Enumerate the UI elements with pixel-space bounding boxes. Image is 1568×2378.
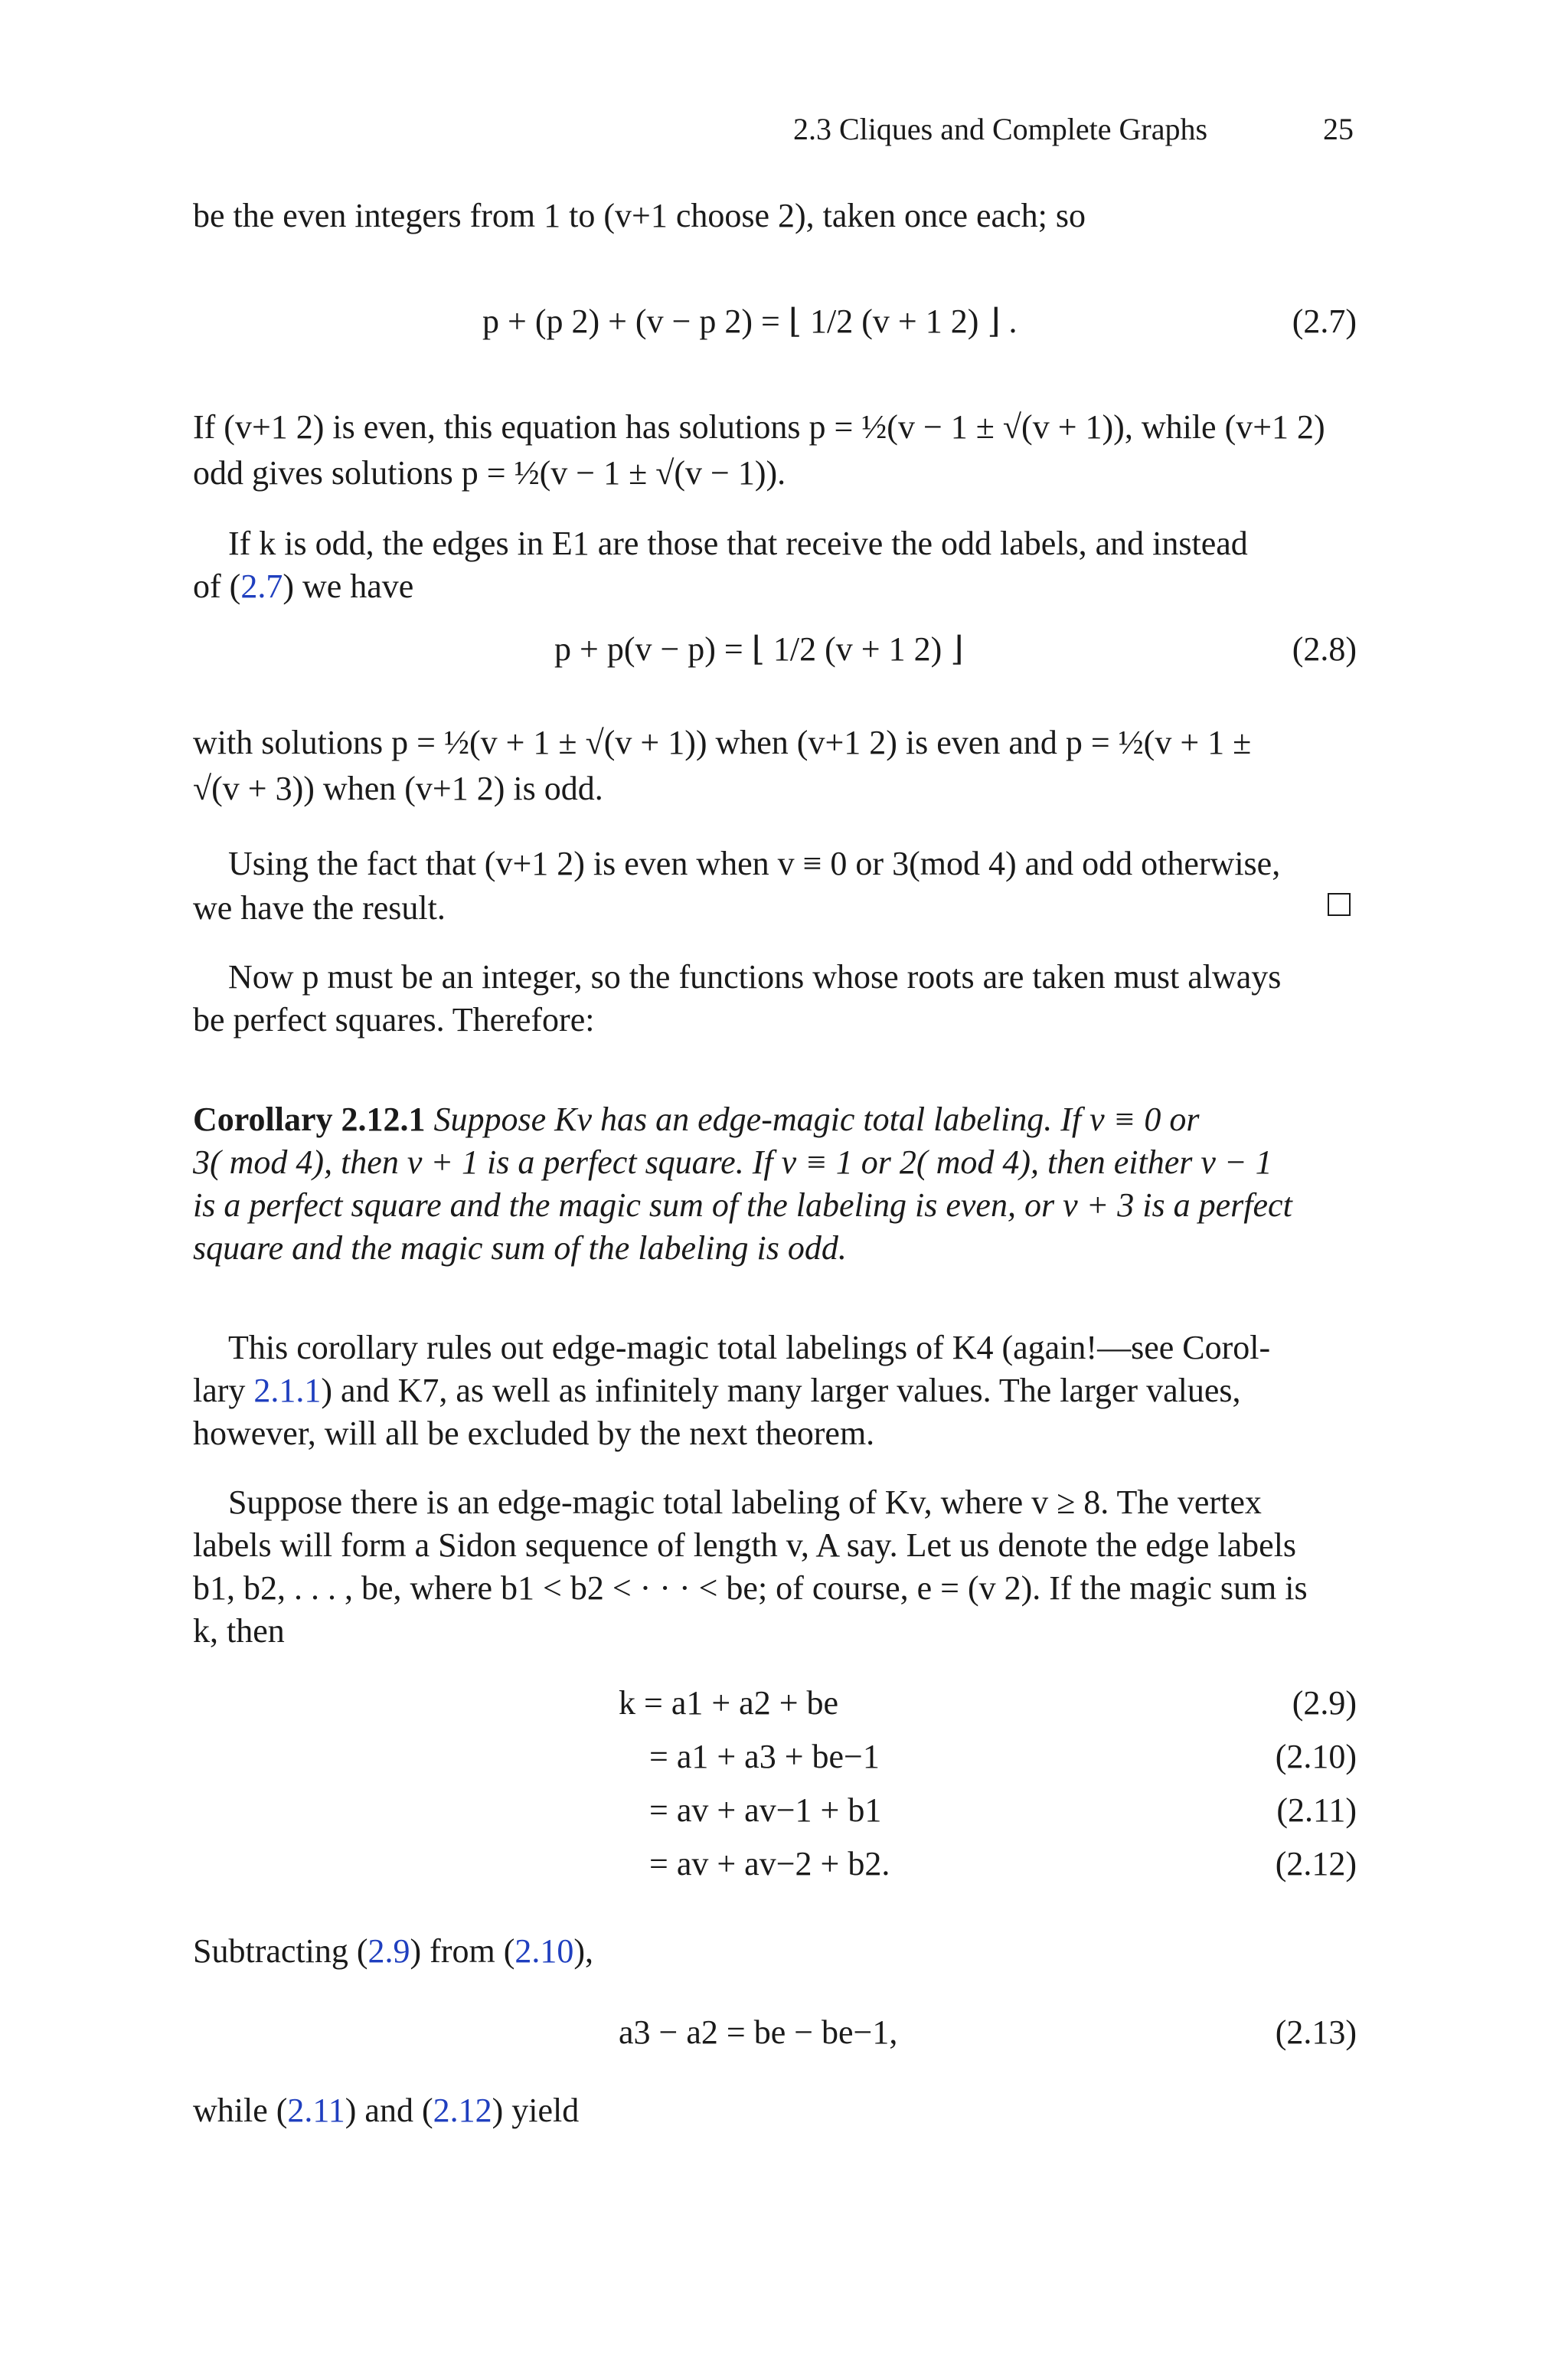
paragraph-using-fact-line1: Using the fact that (v+1 2) is even when v ≡ 0 or 3(mod 4) and odd otherwise, [228, 845, 1281, 882]
text-from: ) from ( [410, 1932, 515, 1970]
text-while: while ( [193, 2092, 288, 2129]
equation-2-12-tag: (2.12) [1275, 1845, 1357, 1882]
paragraph-suppose-line2: labels will form a Sidon sequence of length v, A say. Let us denote the edge labels [193, 1526, 1297, 1564]
equation-2-13-tag: (2.13) [1275, 2013, 1357, 2051]
corollary-text-1: Suppose Kv has an edge-magic total labeling. If v ≡ 0 or [433, 1101, 1200, 1138]
corollary-line4 [193, 1227, 1357, 1270]
paragraph-rules-out-line3: however, will all be excluded by the next theorem. [193, 1415, 875, 1452]
paragraph-using-fact-line2: we have the result. [193, 889, 446, 927]
equation-2-7-tag: (2.7) [1292, 303, 1357, 340]
ref-2-1-1-link[interactable]: 2.1.1 [253, 1372, 322, 1409]
equation-2-13: a3 − a2 = be − be−1, [619, 2013, 898, 2051]
qed-square-icon [1328, 893, 1351, 916]
equation-2-11: = av + av−1 + b1 [649, 1791, 882, 1829]
text-subtracting: Subtracting ( [193, 1932, 368, 1970]
paragraph-now-p-line1: Now p must be an integer, so the functions whose roots are taken must always [228, 958, 1282, 996]
text-of: of ( [193, 568, 241, 605]
equation-2-10: = a1 + a3 + be−1 [649, 1738, 880, 1775]
corollary-text-2: 3( mod 4), then v + 1 is a perfect square. If v ≡ 1 or 2( mod 4), then either v − 1 [193, 1143, 1272, 1181]
paragraph-odd-k-line1: If k is odd, the edges in E1 are those that receive the odd labels, and instead [228, 525, 1248, 562]
text-and-k7: ) and K7, as well as infinitely many larger values. The larger values, [321, 1372, 1241, 1409]
equation-2-8: p + p(v − p) = ⌊ 1/2 (v + 1 2) ⌋ [554, 630, 964, 668]
equation-2-7: p + (p 2) + (v − p 2) = ⌊ 1/2 (v + 1 2) ⌋ . [482, 303, 1018, 340]
paragraph-now-p-line2: be perfect squares. Therefore: [193, 1001, 595, 1039]
text-we-have: ) we have [283, 568, 414, 605]
paragraph-solutions-line2: odd gives solutions p = ½(v − 1 ± √(v − 1)). [193, 454, 786, 492]
paragraph-while [193, 2089, 1357, 2132]
paragraph-with-solutions-line2: √(v + 3)) when (v+1 2) is odd. [193, 770, 603, 807]
corollary-line3 [193, 1184, 1357, 1227]
paragraph-rules-out-line2 [193, 1369, 1357, 1412]
ref-2-7-link[interactable]: 2.7 [240, 568, 283, 605]
corollary-line2 [193, 1141, 1357, 1184]
equation-2-9: k = a1 + a2 + be [619, 1684, 839, 1722]
ref-2-10-link[interactable]: 2.10 [514, 1932, 574, 1970]
text-yield: ) yield [492, 2092, 580, 2129]
page-number: 25 [1323, 112, 1354, 146]
equation-2-9-tag: (2.9) [1292, 1684, 1357, 1722]
ref-2-11-link[interactable]: 2.11 [287, 2092, 345, 2129]
equation-2-10-tag: (2.10) [1275, 1738, 1357, 1775]
ref-2-12-link[interactable]: 2.12 [433, 2092, 492, 2129]
equation-2-11-tag: (2.11) [1276, 1791, 1357, 1829]
paragraph-solutions-line1: If (v+1 2) is even, this equation has solutions p = ½(v − 1 ± √(v + 1)), while (v+1 2) [193, 408, 1325, 446]
ref-2-9-link[interactable]: 2.9 [368, 1932, 410, 1970]
corollary-text-3: is a perfect square and the magic sum of the labeling is even, or v + 3 is a perfect [193, 1186, 1292, 1224]
paragraph-odd-k-line2 [193, 565, 1357, 608]
paragraph-even-integers: be the even integers from 1 to (v+1 choose 2), taken once each; so [193, 197, 1086, 234]
text-and: ) and ( [345, 2092, 433, 2129]
paragraph-suppose-line4: k, then [193, 1612, 285, 1650]
paragraph-suppose-line3: b1, b2, . . . , be, where b1 < b2 < · · · < be; of course, e = (v 2). If the magic sum is [193, 1569, 1308, 1607]
equation-2-8-tag: (2.8) [1292, 630, 1357, 668]
running-header: 2.3 Cliques and Complete Graphs [793, 112, 1208, 146]
equation-2-12: = av + av−2 + b2. [649, 1845, 890, 1882]
text-comma: ), [573, 1932, 594, 1970]
corollary-line1 [193, 1098, 1357, 1141]
paragraph-rules-out-line1: This corollary rules out edge-magic total labelings of K4 (again!—see Corol- [228, 1329, 1271, 1366]
corollary-label: Corollary 2.12.1 [193, 1101, 426, 1138]
corollary-text-4: square and the magic sum of the labeling is odd. [193, 1229, 847, 1267]
paragraph-subtracting [193, 1930, 1357, 1973]
text-lary: lary [193, 1372, 254, 1409]
paragraph-with-solutions-line1: with solutions p = ½(v + 1 ± √(v + 1)) when (v+1 2) is even and p = ½(v + 1 ± [193, 724, 1252, 761]
paragraph-suppose-line1: Suppose there is an edge-magic total labeling of Kv, where v ≥ 8. The vertex [228, 1483, 1262, 1521]
